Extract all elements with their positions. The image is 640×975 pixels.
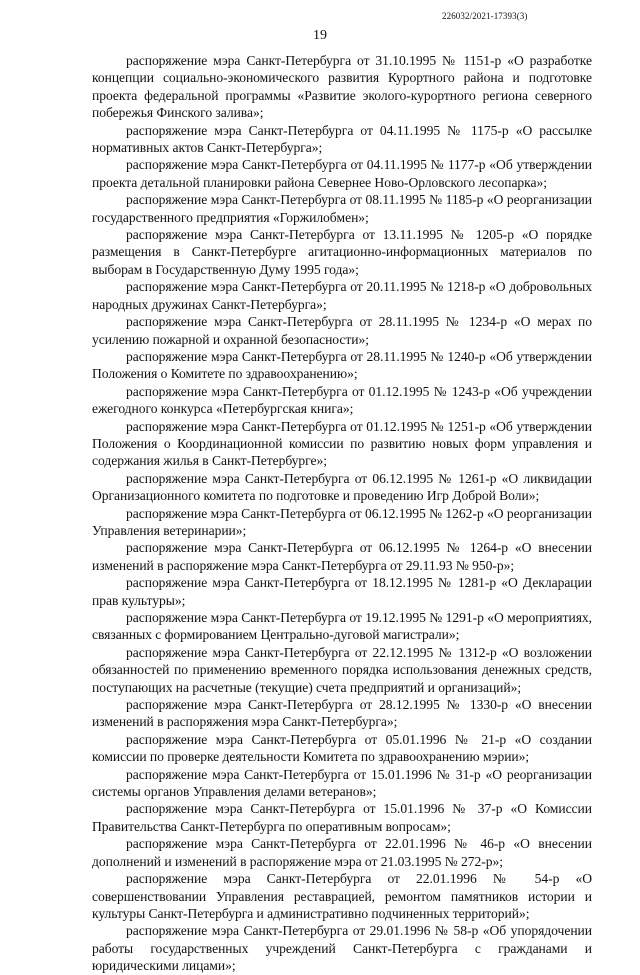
document-code: 226032/2021-17393(3) (442, 11, 528, 21)
list-item: распоряжение мэра Санкт-Петербурга от 15.01.1996 № 31-р «О реорганизации системы органов Управления делами ветеранов»; (92, 766, 592, 800)
list-item: распоряжение мэра Санкт-Петербурга от 01.12.1995 № 1251-р «Об утверждении Положения о Координационной комиссии по развитию новых форм управления и содержания жилья в Санкт-Петербурге»; (92, 418, 592, 469)
list-item: распоряжение мэра Санкт-Петербурга от 28.11.1995 № 1234-р «О мерах по усилению пожарной и охранной безопасности»; (92, 314, 592, 347)
list-item: распоряжение мэра Санкт-Петербурга от 22.01.1996 № 54-р «О совершенствовании Управления реставрацией, ремонтом памятников истории и культуры Санкт-Петербурга и административно подчиненных территорий»; (92, 871, 592, 921)
document-body (92, 52, 592, 975)
list-item: распоряжение мэра Санкт-Петербурга от 06.12.1995 № 1261-р «О ликвидации Организационного комитета по подготовке и проведению Игр Доброй Воли»; (92, 470, 592, 504)
list-item: распоряжение мэра Санкт-Петербурга от 08.11.1995 № 1185-р «О реорганизации государственного предприятия «Горжилобмен»; (92, 192, 592, 225)
list-item: распоряжение мэра Санкт-Петербурга от 28.11.1995 № 1240-р «Об утверждении Положения о Комитете по здравоохранению»; (92, 348, 592, 382)
list-item: распоряжение мэра Санкт-Петербурга от 01.12.1995 № 1243-р «Об учреждении ежегодного конкурса «Петербургская книга»; (92, 383, 592, 417)
list-item: распоряжение мэра Санкт-Петербурга от 15.01.1996 № 37-р «О Комиссии Правительства Санкт-Петербурга по оперативным вопросам»; (92, 801, 592, 834)
list-item: распоряжение мэра Санкт-Петербурга от 04.11.1995 № 1177-р «Об утверждении проекта детальной планировки района Севернее Ново-Орловского лесопарка»; (92, 157, 592, 190)
list-item: распоряжение мэра Санкт-Петербурга от 22.01.1996 № 46-р «О внесении дополнений и изменений в распоряжение мэра от 21.03.1995 № 272-р»; (92, 836, 592, 869)
list-item: распоряжение мэра Санкт-Петербурга от 29.01.1996 № 58-р «Об упорядочении работы государственных учреждений Санкт-Петербурга с гражданами и юридическими лицами»; (92, 923, 592, 974)
list-item: распоряжение мэра Санкт-Петербурга от 20.11.1995 № 1218-р «О добровольных народных дружинах Санкт-Петербурга»; (92, 279, 592, 312)
list-item: распоряжение мэра Санкт-Петербурга от 04.11.1995 № 1175-р «О рассылке нормативных актов Санкт-Петербурга»; (92, 122, 592, 156)
list-item: распоряжение мэра Санкт-Петербурга от 05.01.1996 № 21-р «О создании комиссии по проверке деятельности Комитета по здравоохранению мэрии»; (92, 731, 592, 765)
list-item: распоряжение мэра Санкт-Петербурга от 06.12.1995 № 1264-р «О внесении изменений в распоряжение мэра Санкт-Петербурга от 29.11.93 № 950-р»; (92, 540, 592, 573)
list-item: распоряжение мэра Санкт-Петербурга от 18.12.1995 № 1281-р «О Декларации прав культуры»; (92, 575, 592, 608)
list-item: распоряжение мэра Санкт-Петербурга от 22.12.1995 № 1312-р «О возложении обязанностей по применению временного порядка использования денежных средств, поступающих на расчетные (текущие) счета предприятий и организаций»; (92, 644, 592, 695)
list-item: распоряжение мэра Санкт-Петербурга от 19.12.1995 № 1291-р «О мероприятиях, связанных с формированием Центрально-дуговой магистрали»; (92, 610, 592, 643)
page-number: 19 (313, 28, 327, 43)
list-item: распоряжение мэра Санкт-Петербурга от 28.12.1995 № 1330-р «О внесении изменений в распоряжения мэра Санкт-Петербурга»; (92, 697, 592, 730)
list-item: распоряжение мэра Санкт-Петербурга от 31.10.1995 № 1151-р «О разработке концепции социально-экономического развития Курортного района и подготовке проекта федеральной программы «Развитие эколого-курортного региона северного побережья Финского залива»; (92, 53, 592, 121)
list-item: распоряжение мэра Санкт-Петербурга от 13.11.1995 № 1205-р «О порядке размещения в Санкт-Петербурге агитационно-информационных материалов по выборам в Государственную Думу 1995 года»; (92, 227, 592, 277)
list-item: распоряжение мэра Санкт-Петербурга от 06.12.1995 № 1262-р «О реорганизации Управления ветеринарии»; (92, 505, 592, 538)
